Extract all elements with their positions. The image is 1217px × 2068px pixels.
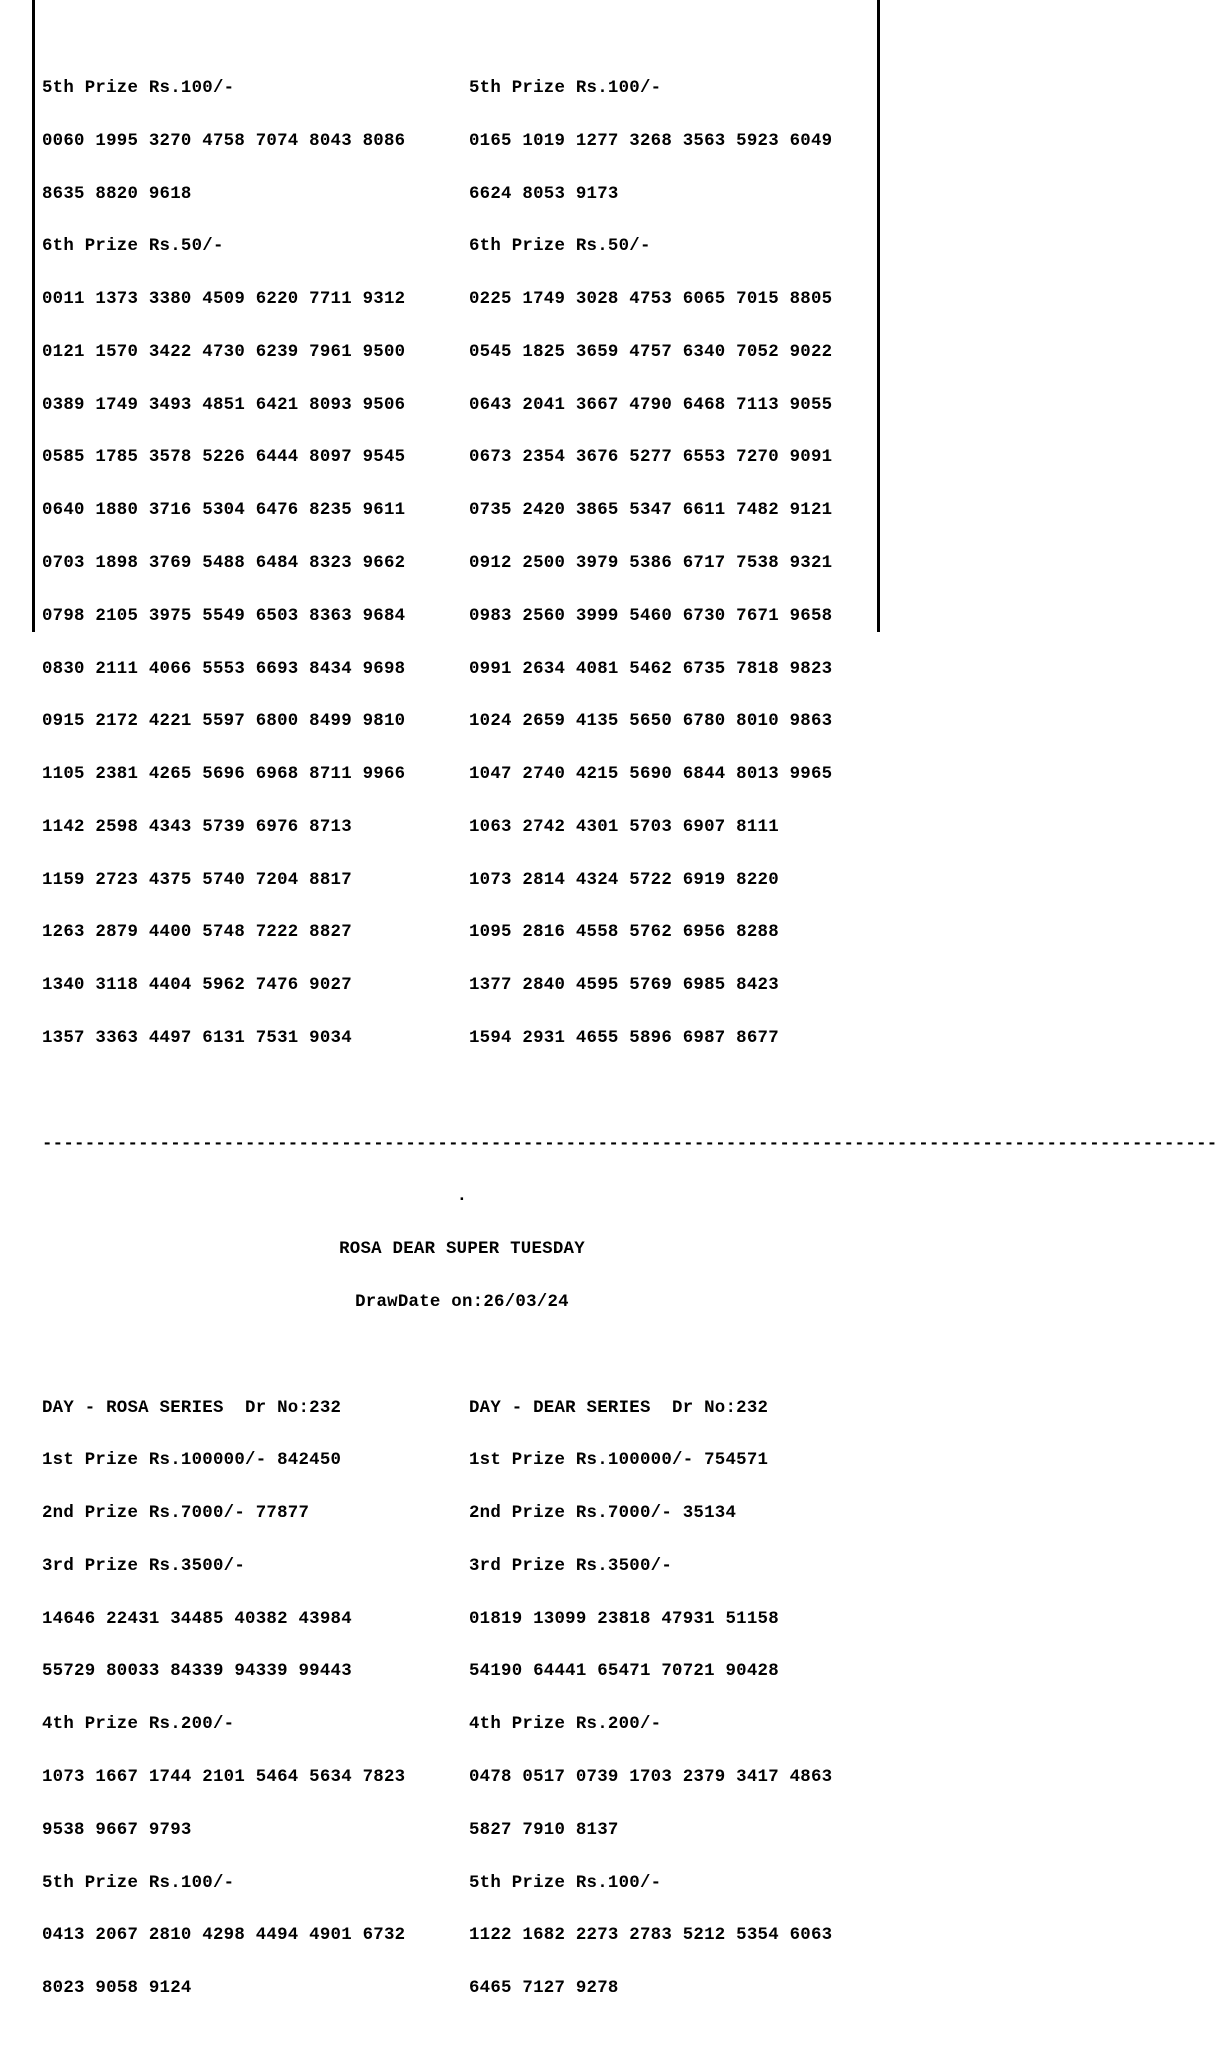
result-line: 0643 2041 3667 4790 6468 7113 9055 [469, 395, 833, 415]
result-line: 4th Prize Rs.200/- [469, 1715, 662, 1735]
result-line: 1159 2723 4375 5740 7204 8817 [42, 870, 352, 890]
result-line: 1063 2742 4301 5703 6907 8111 [469, 817, 779, 837]
series-header: DAY - DEAR SERIES Dr No:232 [469, 1398, 769, 1418]
section-separator: -------------------------------------------------------------------------------------------------------------- [42, 1134, 1217, 1154]
result-line: 0225 1749 3028 4753 6065 7015 8805 [469, 290, 833, 310]
result-line: 0389 1749 3493 4851 6421 8093 9506 [42, 395, 406, 415]
result-line: 1357 3363 4497 6131 7531 9034 [42, 1029, 352, 1049]
result-line: 0983 2560 3999 5460 6730 7671 9658 [469, 606, 833, 626]
result-line: 0060 1995 3270 4758 7074 8043 8086 [42, 131, 406, 151]
result-line: 0413 2067 2810 4298 4494 4901 6732 [42, 1926, 406, 1946]
result-line: 1095 2816 4558 5762 6956 8288 [469, 923, 779, 943]
result-line: 1047 2740 4215 5690 6844 8013 9965 [469, 765, 833, 785]
result-line: 1377 2840 4595 5769 6985 8423 [469, 976, 779, 996]
result-line: 8635 8820 9618 [42, 184, 192, 204]
result-line: 1594 2931 4655 5896 6987 8677 [469, 1029, 779, 1049]
current-draw-results [42, 1364, 882, 2033]
result-line: 1340 3118 4404 5962 7476 9027 [42, 976, 352, 996]
result-line: 1073 2814 4324 5722 6919 8220 [469, 870, 779, 890]
draw-date: DrawDate on:26/03/24 [355, 1292, 569, 1312]
result-line: 1122 1682 2273 2783 5212 5354 6063 [469, 1926, 833, 1946]
result-line: 5th Prize Rs.100/- [42, 78, 235, 98]
result-line: 0585 1785 3578 5226 6444 8097 9545 [42, 448, 406, 468]
result-line: 1073 1667 1744 2101 5464 5634 7823 [42, 1767, 406, 1787]
result-line: 1142 2598 4343 5739 6976 8713 [42, 817, 352, 837]
result-line: 5th Prize Rs.100/- [469, 78, 662, 98]
result-line: 5th Prize Rs.100/- [469, 1873, 662, 1893]
result-line: 5th Prize Rs.100/- [42, 1873, 235, 1893]
result-line: 14646 22431 34485 40382 43984 [42, 1609, 352, 1629]
result-line: 0798 2105 3975 5549 6503 8363 9684 [42, 606, 406, 626]
result-line: 6th Prize Rs.50/- [469, 237, 651, 257]
result-line: 2nd Prize Rs.7000/- 77877 [42, 1504, 310, 1524]
result-line: 0011 1373 3380 4509 6220 7711 9312 [42, 290, 406, 310]
result-line: 0640 1880 3716 5304 6476 8235 9611 [42, 501, 406, 521]
result-line: 0121 1570 3422 4730 6239 7961 9500 [42, 342, 406, 362]
result-line: 0735 2420 3865 5347 6611 7482 9121 [469, 501, 833, 521]
separator-dot: . [456, 1187, 468, 1207]
result-line: 6624 8053 9173 [469, 184, 619, 204]
result-line: 0165 1019 1277 3268 3563 5923 6049 [469, 131, 833, 151]
result-line: 8023 9058 9124 [42, 1979, 192, 1999]
result-line: 54190 64441 65471 70721 90428 [469, 1662, 779, 1682]
result-line: 6465 7127 9278 [469, 1979, 619, 1999]
result-line: 1st Prize Rs.100000/- 754571 [469, 1451, 769, 1471]
result-line: 3rd Prize Rs.3500/- [42, 1556, 246, 1576]
result-line: 1105 2381 4265 5696 6968 8711 9966 [42, 765, 406, 785]
result-line: 0991 2634 4081 5462 6735 7818 9823 [469, 659, 833, 679]
result-line: 0915 2172 4221 5597 6800 8499 9810 [42, 712, 406, 732]
previous-draw-right-column [469, 45, 896, 1083]
result-line: 0912 2500 3979 5386 6717 7538 9321 [469, 554, 833, 573]
result-line: 4th Prize Rs.200/- [42, 1715, 235, 1735]
result-line: 1st Prize Rs.100000/- 842450 [42, 1451, 342, 1471]
draw-title: ROSA DEAR SUPER TUESDAY [339, 1240, 585, 1260]
result-line: 55729 80033 84339 94339 99443 [42, 1662, 352, 1682]
dear-series-column [469, 1364, 896, 2033]
result-line: 0703 1898 3769 5488 6484 8323 9662 [42, 554, 406, 573]
result-line: 0478 0517 0739 1703 2379 3417 4863 [469, 1767, 833, 1787]
result-line: 5827 7910 8137 [469, 1820, 619, 1840]
result-line: 0545 1825 3659 4757 6340 7052 9022 [469, 342, 833, 362]
result-line: 6th Prize Rs.50/- [42, 237, 224, 257]
previous-draw-left-column [42, 45, 469, 1083]
series-header: DAY - ROSA SERIES Dr No:232 [42, 1398, 342, 1418]
result-line: 3rd Prize Rs.3500/- [469, 1556, 673, 1576]
previous-draw-results [42, 45, 882, 1083]
result-line: 0673 2354 3676 5277 6553 7270 9091 [469, 448, 833, 468]
result-line: 0830 2111 4066 5553 6693 8434 9698 [42, 659, 406, 679]
result-line: 01819 13099 23818 47931 51158 [469, 1609, 779, 1629]
rosa-series-column [42, 1364, 469, 2033]
result-line: 1024 2659 4135 5650 6780 8010 9863 [469, 712, 833, 732]
result-line: 1263 2879 4400 5748 7222 8827 [42, 923, 352, 943]
result-line: 2nd Prize Rs.7000/- 35134 [469, 1504, 737, 1524]
result-line: 9538 9667 9793 [42, 1820, 192, 1840]
lottery-results-page [42, 0, 1217, 2068]
